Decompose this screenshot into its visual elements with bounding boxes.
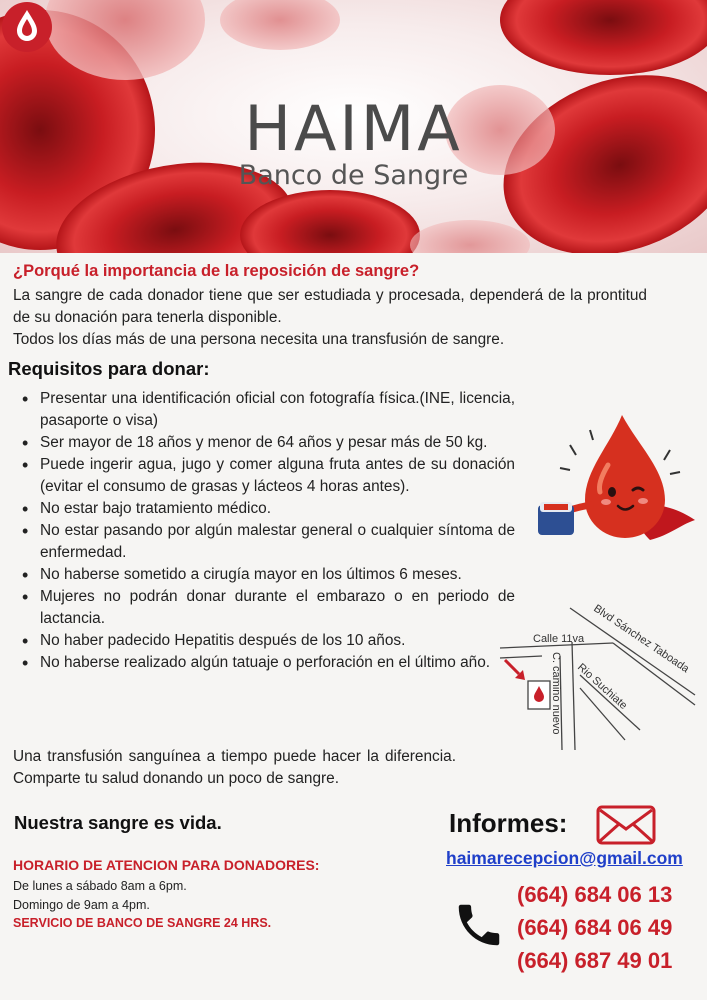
brand-subtitle: Banco de Sangre (238, 160, 469, 191)
blood-drop-icon (0, 0, 54, 54)
intro-paragraph-2: Todos los días más de una persona necesita una transfusión de sangre. (13, 331, 505, 348)
brand-name: HAIMA (244, 92, 463, 165)
slogan: Nuestra sangre es vida. (14, 812, 222, 833)
phone-number[interactable]: (664) 687 49 01 (517, 948, 673, 973)
intro-paragraph-1: La sangre de cada donador tiene que ser estudiada y procesada, dependerá de la prontitud de su donación para tenerla disponible. (13, 287, 647, 326)
contact-title: Informes: (449, 808, 568, 838)
hours-sunday: Domingo de 9am a 4pm. (13, 898, 150, 912)
requirement-item: • Puede ingerir agua, jugo y comer alguna fruta antes de su donación (evitar el consumo de grasas y lácteos 4 horas antes). (13, 454, 515, 498)
hours-weekdays: De lunes a sábado 8am a 6pm. (13, 879, 187, 893)
location-map (495, 600, 700, 750)
map-street-label: Rio Suchiate (574, 661, 630, 712)
contact-email-link[interactable]: haimarecepcion@gmail.com (446, 848, 683, 868)
map-street-label: Calle 11va (533, 633, 585, 645)
mail-icon (596, 805, 656, 845)
service-24h: SERVICIO DE BANCO DE SANGRE 24 HRS. (13, 916, 272, 930)
requirements-title: Requisitos para donar: (8, 358, 210, 379)
requirement-item: • No estar bajo tratamiento médico. (13, 498, 515, 520)
requirement-item: • No estar pasando por algún malestar general o cualquier síntoma de enfermedad. (13, 520, 515, 564)
phone-icon (452, 897, 506, 953)
requirement-item: • Mujeres no podrán donar durante el embarazo o en periodo de lactancia. (13, 586, 515, 630)
requirement-item: • No haberse sometido a cirugía mayor en los últimos 6 meses. (13, 564, 515, 586)
hours-title: HORARIO DE ATENCION PARA DONADORES: (13, 857, 320, 873)
phone-number[interactable]: (664) 684 06 49 (517, 915, 673, 940)
intro-text (13, 285, 647, 351)
map-street-label: C. camino nuevo (550, 652, 562, 735)
phone-number[interactable]: (664) 684 06 13 (517, 882, 673, 907)
intro-question: ¿Porqué la importancia de la reposición de sangre? (13, 262, 420, 280)
requirement-item: • No haber padecido Hepatitis después de los 10 años. (13, 630, 515, 652)
map-street-label: Blvd Sánchez Taboada (591, 602, 692, 676)
blood-drop-mascot (530, 410, 700, 555)
requirement-item: • No haberse realizado algún tatuaje o perforación en el último año. (13, 652, 515, 674)
hero-banner (0, 0, 707, 253)
requirement-item: • Presentar una identificación oficial con fotografía física.(INE, licencia, pasaporte o visa) (13, 388, 515, 432)
location-arrow-icon (505, 660, 525, 680)
requirements-list (13, 388, 515, 674)
transfusion-text: Una transfusión sanguínea a tiempo puede hacer la diferencia. Comparte tu salud donando un poco de sangre. (13, 748, 456, 787)
requirement-item: • Ser mayor de 18 años y menor de 64 años y pesar más de 50 kg. (13, 432, 515, 454)
